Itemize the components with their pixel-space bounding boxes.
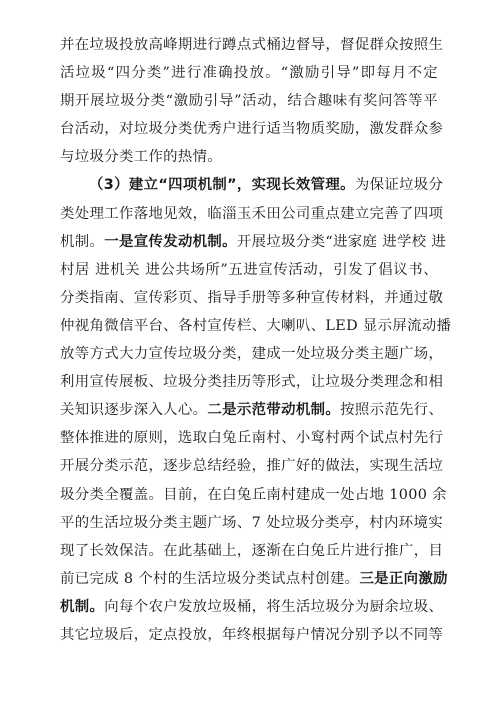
body-text-run: 并在垃圾投放高峰期进行蹲点式桶边督导，督促群众按照生: [60, 37, 444, 53]
text-line: [60, 593, 444, 621]
text-line: [60, 537, 444, 565]
text-line: [60, 340, 444, 368]
body-text-run: 仲视角微信平台、各村宣传栏、大喇叭、LED 显示屏流动播: [60, 317, 452, 334]
body-text-run: 利用宣传展板、垃圾分类挂历等形式，让垃圾分类理念和相: [60, 374, 444, 391]
body-text-run: 向每个农户发放垃圾桶，将生活垃圾分为厨余垃圾、: [104, 598, 444, 615]
body-text-run: 开展垃圾分类“进家庭 进学校 进: [236, 233, 447, 250]
body-text-run: 类处理工作落地见效，临淄玉禾田公司重点建立完善了四项: [60, 205, 444, 222]
body-text-run: 活垃圾“四分类”进行准确投放。“激励引导”即每月不定: [60, 65, 438, 82]
text-line: [60, 565, 448, 593]
text-line: [60, 228, 447, 256]
body-text-run: 前已完成 8 个村的生活垃圾分类试点村创建。: [60, 570, 360, 587]
bold-text: 机制。: [60, 598, 105, 615]
text-line: [60, 452, 444, 480]
text-line: [60, 481, 447, 509]
text-line: [60, 368, 444, 396]
text-line: [60, 396, 444, 424]
body-text-run: 机制。: [60, 233, 105, 250]
body-text-run: 按照示范先行、: [340, 402, 444, 419]
bold-text: 一是宣传发动机制。: [104, 233, 237, 250]
body-text-run: 关知识逐步深入人心。: [60, 402, 208, 419]
text-line: [60, 424, 444, 452]
body-text-run: 其它垃圾后，定点投放，年终根据每户情况分别予以不同等: [60, 626, 444, 643]
text-line: [60, 115, 444, 143]
text-line: [60, 200, 444, 228]
text-line: [60, 59, 438, 87]
body-text-run: 开展分类示范，逐步总结经验，推广好的做法，实现生活垃: [60, 458, 444, 475]
body-text-run: 村居 进机关 进公共场所”五进宣传活动，引发了倡议书、: [60, 261, 438, 278]
bold-text: 二是示范带动机制。: [207, 402, 341, 419]
body-text-run: 圾分类全覆盖。目前，在白兔丘南村建成一处占地 1000 余: [60, 486, 447, 503]
text-line: [60, 143, 438, 171]
body-text-run: 台活动，对垃圾分类优秀户进行适当物质奖励，激发群众参: [60, 121, 444, 138]
text-line: [60, 509, 443, 537]
bold-text: （3）建立“四项机制”，实现长效管理。: [89, 177, 355, 194]
body-text-run: 放等方式大力宣传垃圾分类，建成一处垃圾分类主题广场，: [60, 346, 444, 363]
text-line: [60, 31, 444, 59]
body-text-run: 现了长效保洁。在此基础上，逐渐在白兔丘片进行推广，目: [60, 542, 444, 559]
body-text-run: 平的生活垃圾分类主题广场、7 处垃圾分类亭，村内环境实: [60, 514, 443, 531]
text-line: [60, 171, 444, 199]
text-line: [60, 621, 444, 649]
body-text-run: 期开展垃圾分类“激励引导”活动，结合趣味有奖问答等平: [60, 93, 438, 110]
bold-text: 三是正向激励: [359, 570, 448, 587]
text-line: [60, 87, 438, 115]
text-line: [60, 256, 438, 284]
text-line: [60, 312, 452, 340]
body-text: [60, 31, 452, 649]
body-text-run: 分类指南、宣传彩页、指导手册等多种宣传材料，并通过敬: [60, 289, 444, 306]
body-text-run: 与垃圾分类工作的热情。: [60, 149, 223, 166]
body-text-run: 为保证垃圾分: [354, 177, 444, 194]
text-line: [60, 284, 444, 312]
body-text-run: 整体推进的原则，选取白兔丘南村、小窎村两个试点村先行: [60, 430, 444, 447]
